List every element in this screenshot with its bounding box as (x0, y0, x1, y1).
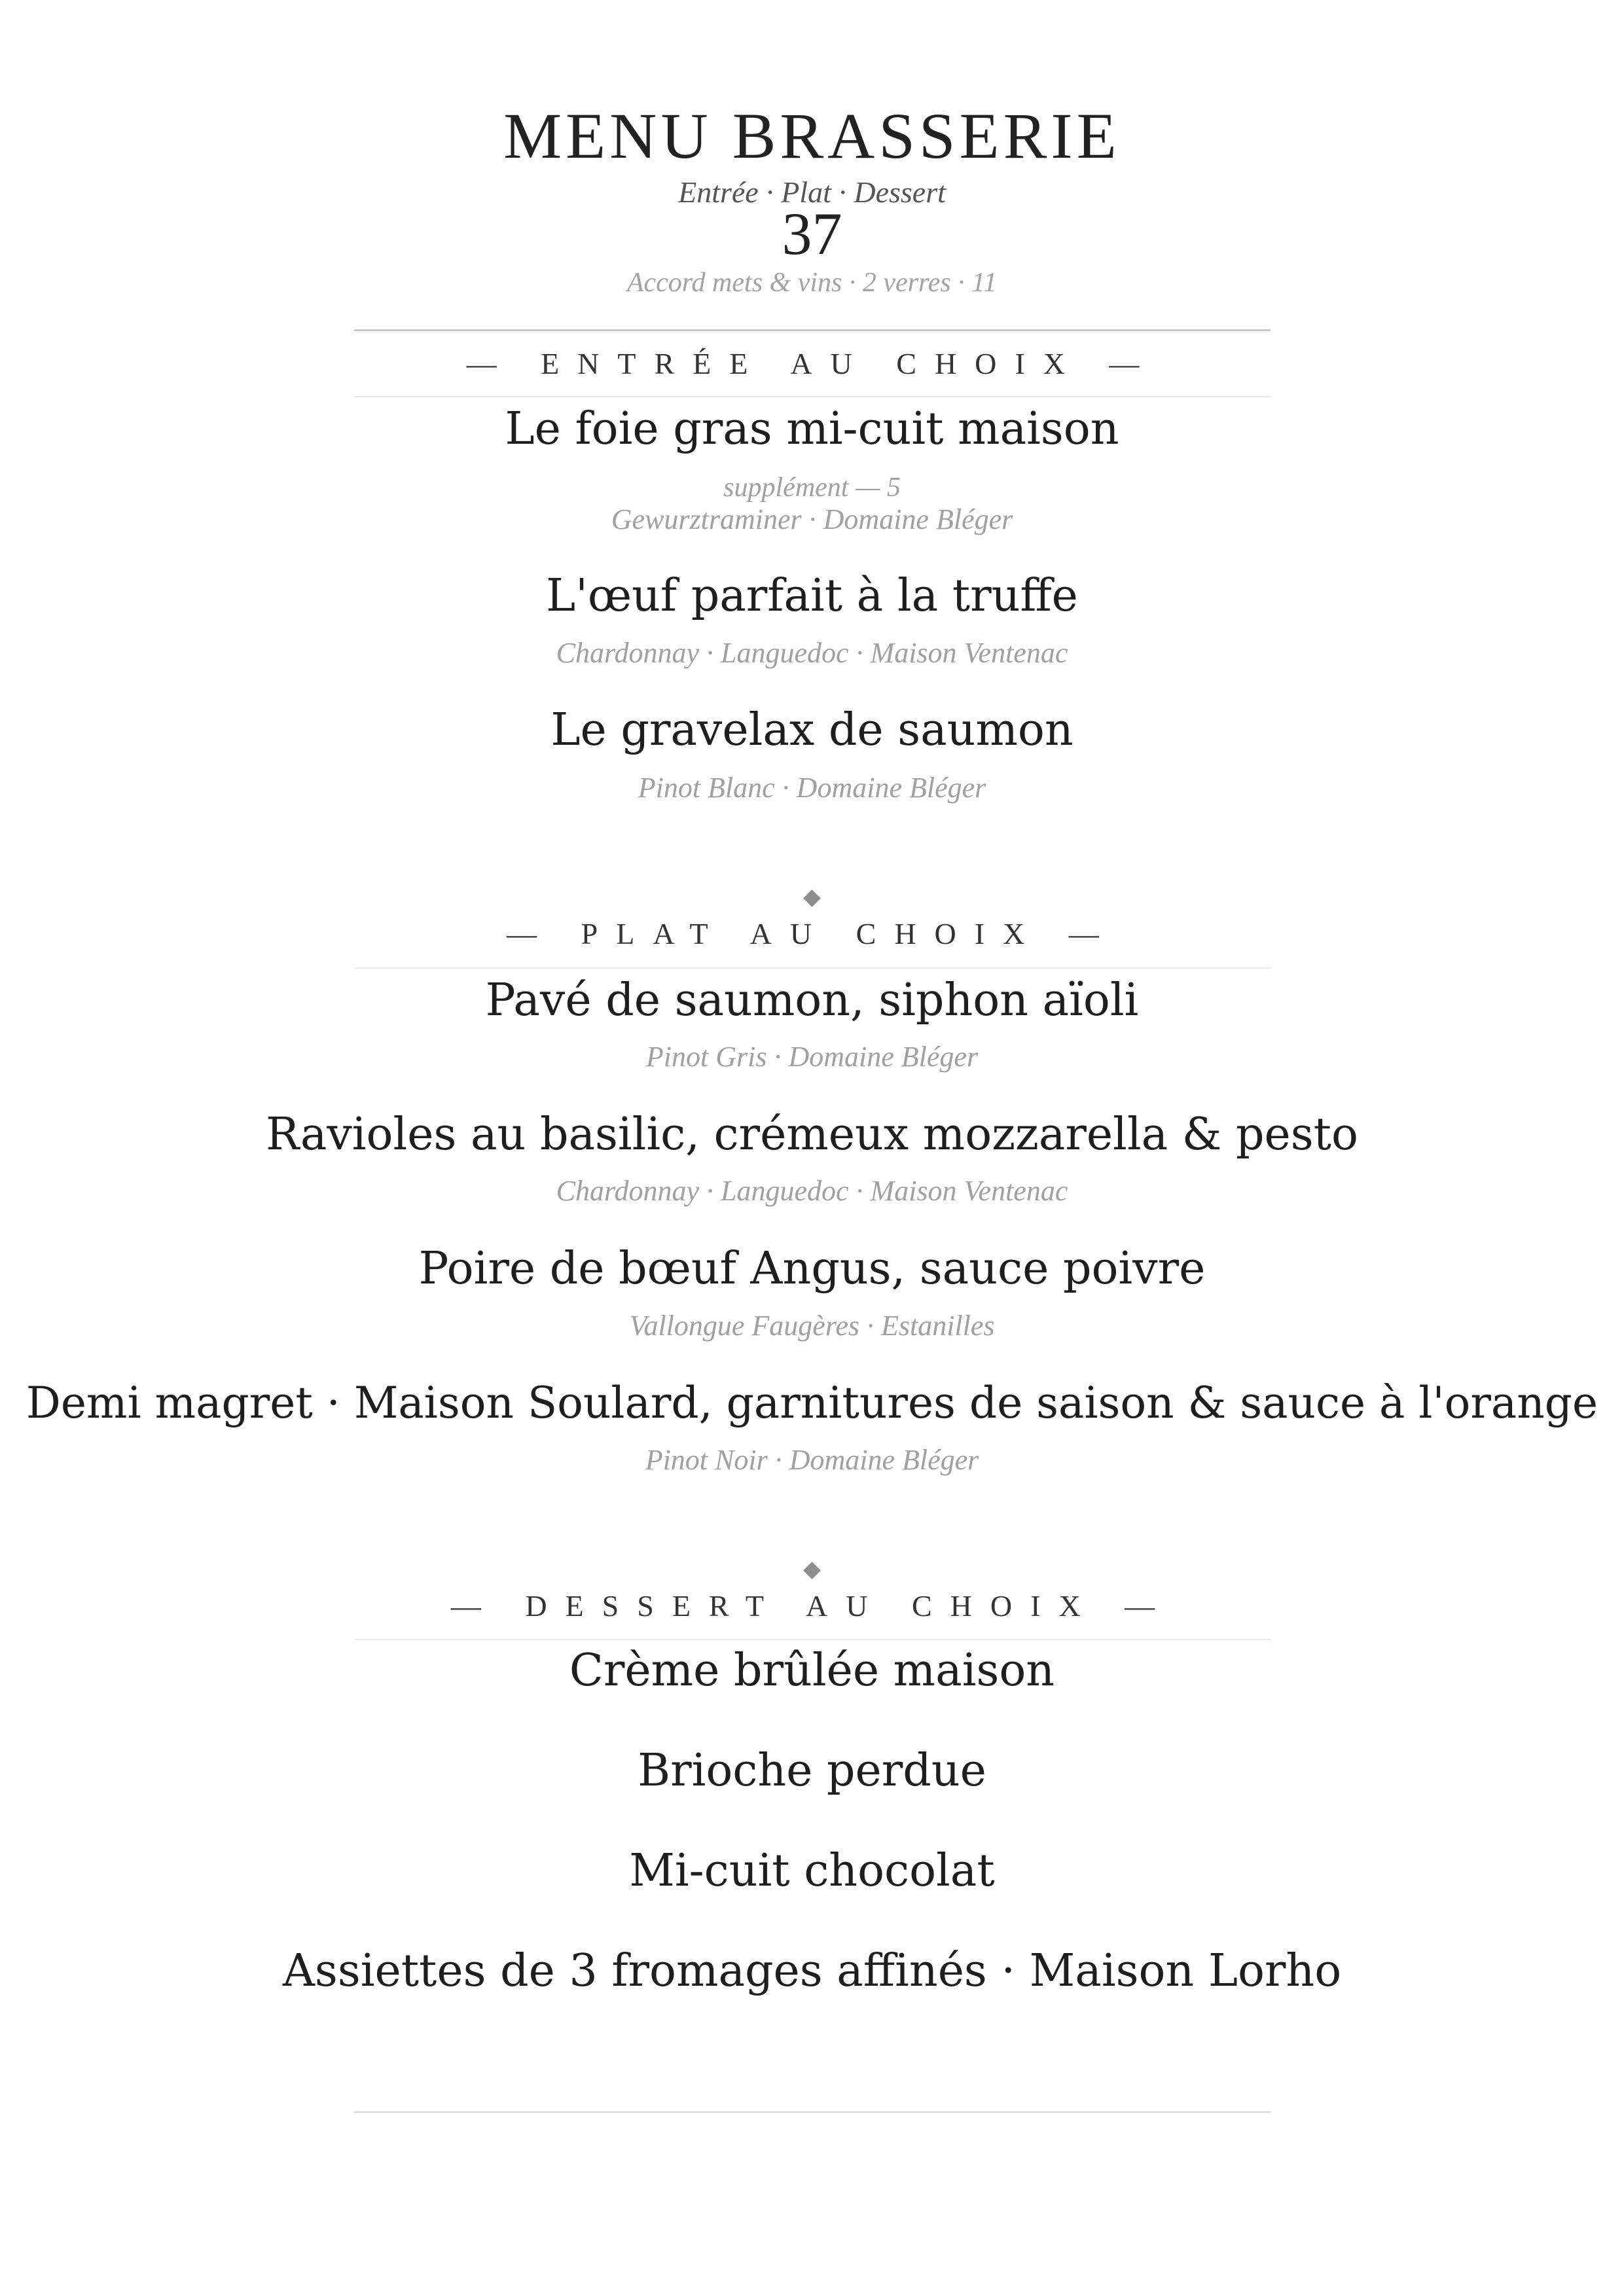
section-title-plat: — PLAT AU CHOIX — (507, 917, 1117, 950)
dish-wine-pairing: Pinot Blanc · Domaine Bléger (638, 772, 986, 804)
diamond-ornament-icon (803, 889, 821, 907)
wine-pairing-offer: Accord mets & vins · 2 verres · 11 (626, 268, 998, 298)
dish-name: L'œuf parfait à la truffe (546, 570, 1078, 622)
dish-name: Crème brûlée maison (569, 1645, 1055, 1696)
dish-wine-pairing: Chardonnay · Languedoc · Maison Ventenac (556, 637, 1068, 669)
dish-name: Pavé de saumon, siphon aïoli (485, 975, 1139, 1026)
menu-title: MENU BRASSERIE (503, 99, 1121, 172)
footer-divider (354, 2111, 1271, 2113)
dish-wine-pairing: Chardonnay · Languedoc · Maison Ventenac (556, 1175, 1068, 1207)
dish-wine-pairing: Pinot Noir · Domaine Bléger (645, 1444, 979, 1476)
dish-wine-pairing: Gewurztraminer · Domaine Bléger (611, 503, 1013, 535)
dish-name: Assiettes de 3 fromages affinés · Maison Lorho (282, 1945, 1342, 1997)
section-title-dessert: — DESSERT AU CHOIX — (450, 1589, 1174, 1623)
divider-rule (354, 329, 1271, 331)
dish-name: Poire de bœuf Angus, sauce poivre (418, 1243, 1206, 1295)
menu-formula: Entrée · Plat · Dessert (678, 175, 946, 209)
dish-wine-pairing: Pinot Gris · Domaine Bléger (645, 1041, 979, 1073)
menu-price: 37 (782, 200, 842, 267)
diamond-ornament-icon (803, 1562, 821, 1579)
dish-name: Brioche perdue (638, 1745, 986, 1797)
section-title-entree: — ENTRÉE AU CHOIX — (466, 347, 1158, 380)
dish-name: Le gravelax de saumon (550, 704, 1074, 756)
dish-name: Mi-cuit chocolat (629, 1845, 995, 1897)
dish-name: Demi magret · Maison Soulard, garnitures de saison & sauce à l'orange (26, 1378, 1598, 1428)
section-underline (354, 967, 1271, 969)
dish-name: Ravioles au basilic, crémeux mozzarella & pesto (266, 1109, 1358, 1160)
section-underline (354, 396, 1271, 397)
dish-supplement: supplément — 5 (723, 473, 901, 503)
section-underline (354, 1639, 1271, 1640)
dish-wine-pairing: Vallongue Faugères · Estanilles (629, 1310, 995, 1342)
dish-name: Le foie gras mi-cuit maison (505, 403, 1119, 455)
